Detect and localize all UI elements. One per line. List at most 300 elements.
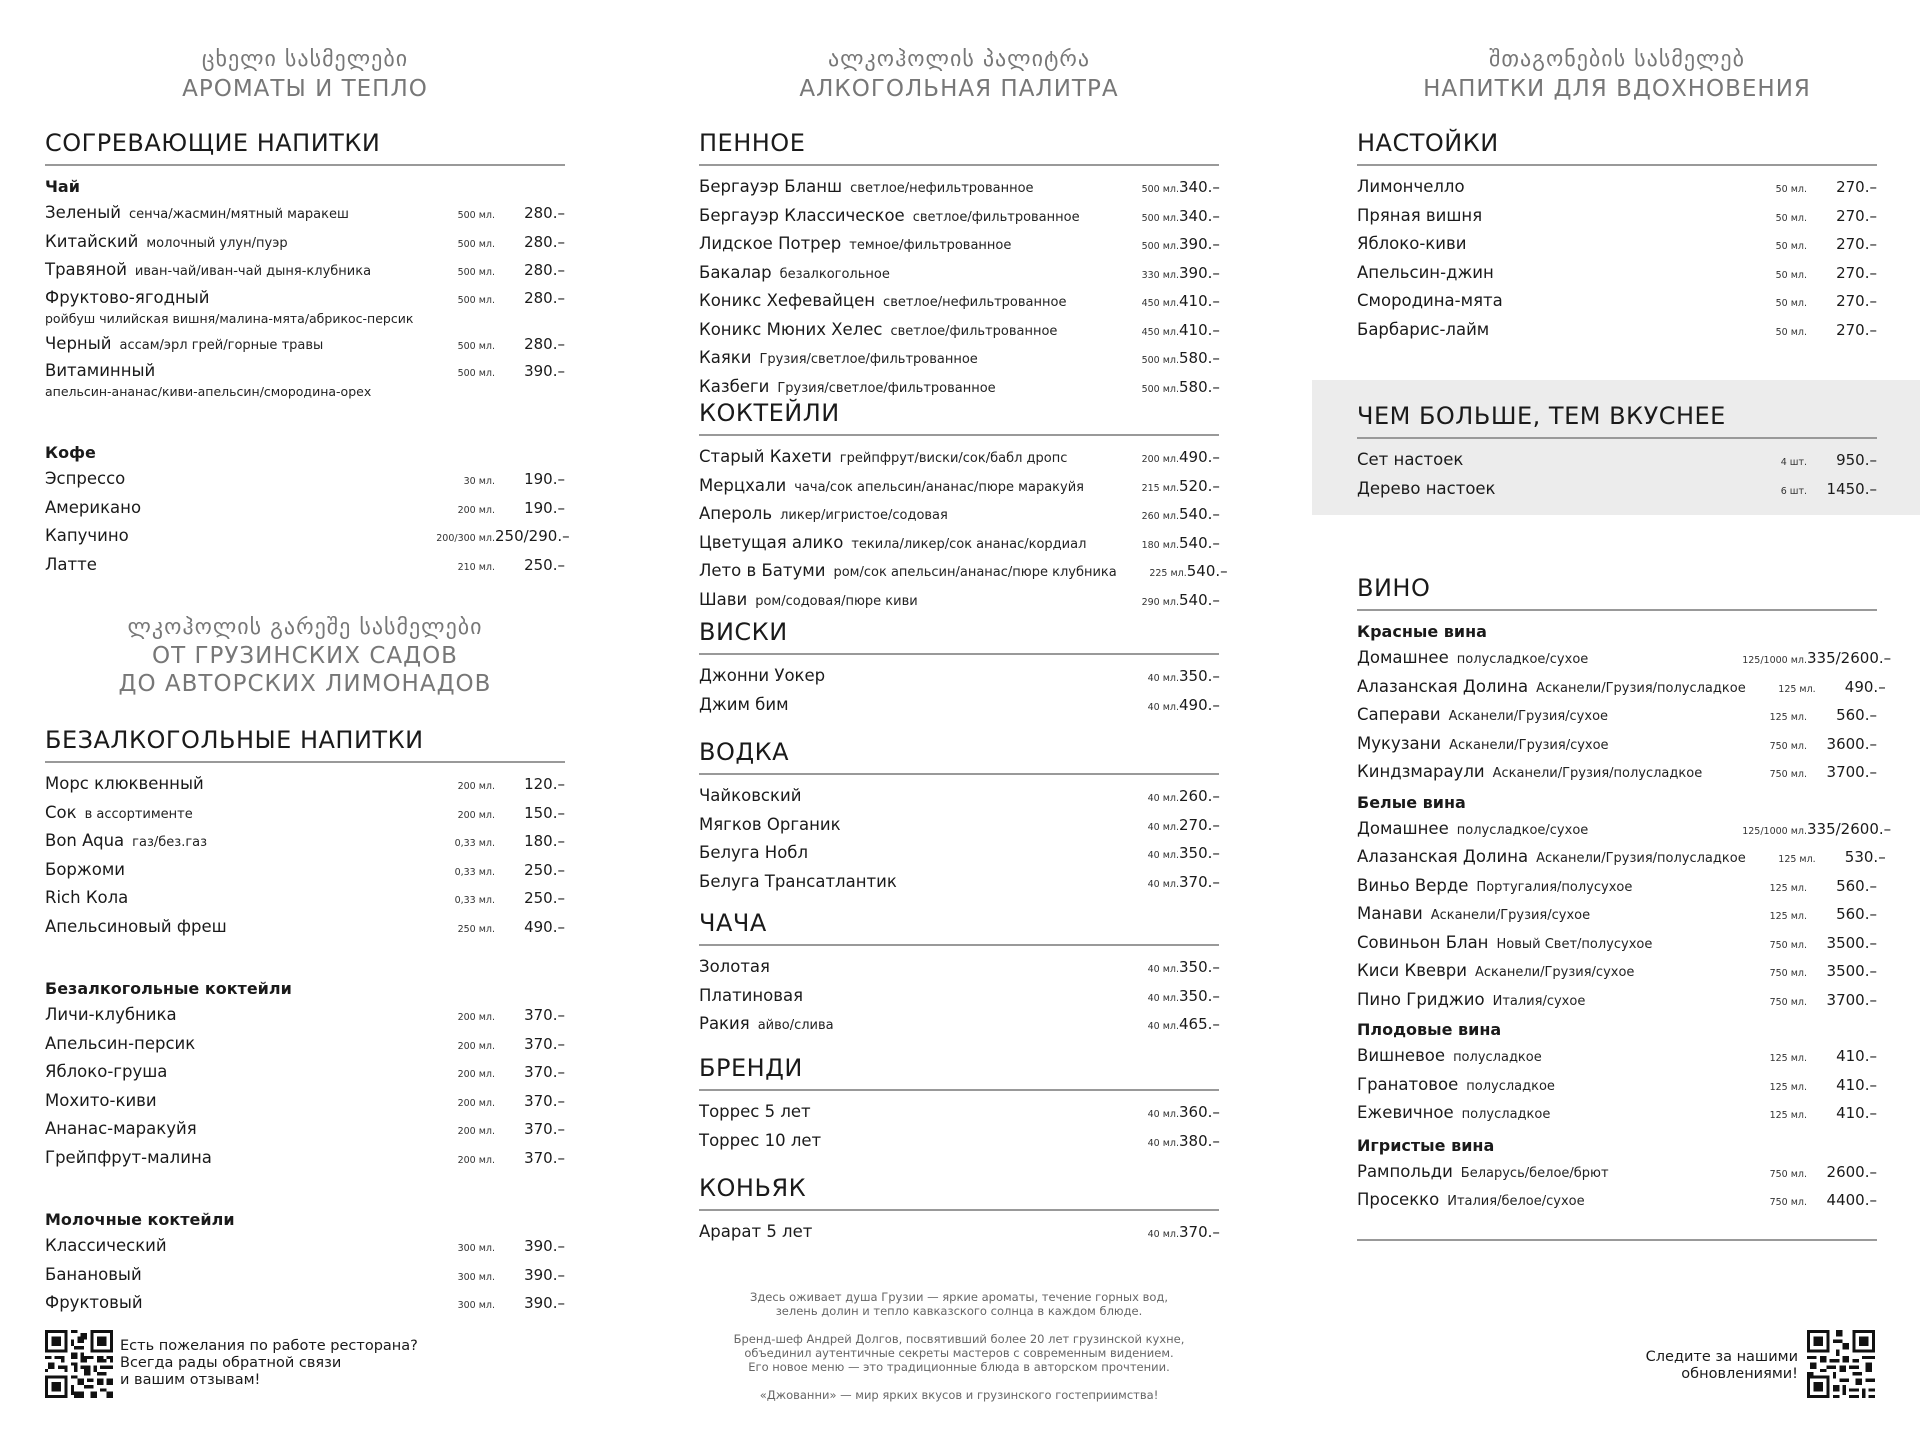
item-volume: 125/1000 мл. xyxy=(1742,655,1807,666)
item-description: айво/слива xyxy=(757,1018,834,1033)
menu-item xyxy=(1357,844,1886,873)
item-description: Асканели/Грузия/сухое xyxy=(1448,709,1609,724)
menu-item xyxy=(45,828,565,857)
section-title: БРЕНДИ xyxy=(699,1053,1219,1091)
item-price: 370.– xyxy=(524,1006,565,1024)
item-volume: 450 мл. xyxy=(1141,298,1179,309)
item-volume: 125 мл. xyxy=(1769,882,1807,894)
item-price: 390.– xyxy=(524,362,565,380)
menu-item xyxy=(45,552,565,581)
sparkling-wine-list xyxy=(1357,1159,1877,1216)
item-volume: 200 мл. xyxy=(457,504,495,516)
item-volume: 200 мл. xyxy=(457,1126,495,1137)
item-volume: 30 мл. xyxy=(463,476,495,487)
menu-item xyxy=(1357,1159,1877,1188)
menu-item xyxy=(45,1290,565,1319)
item-description: иван-чай/иван-чай дыня-клубника xyxy=(134,264,372,279)
item-volume: 300 мл. xyxy=(457,1271,495,1283)
item-name: Фруктовый xyxy=(45,1293,143,1312)
russian-heading: АЛКОГОЛЬНАЯ ПАЛИТРА xyxy=(799,76,1119,102)
item-name: Каяки xyxy=(699,348,752,367)
item-volume: 330 мл. xyxy=(1141,269,1179,281)
section-title: ПЕННОЕ xyxy=(699,128,1219,166)
item-volume: 500 мл. xyxy=(457,340,495,352)
item-volume: 500 мл. xyxy=(457,294,495,306)
item-price: 270.– xyxy=(1836,320,1877,339)
item-price: 410.– xyxy=(1179,292,1220,310)
item-name: Саперави xyxy=(1357,705,1441,724)
item-volume: 500 мл. xyxy=(457,368,495,379)
section-wine xyxy=(1357,573,1892,1216)
menu-item xyxy=(699,1128,1219,1157)
menu-item xyxy=(699,444,1219,473)
item-price: 250/290.– xyxy=(495,527,570,545)
item-volume: 500 мл. xyxy=(1141,184,1179,195)
item-name: Ракия xyxy=(699,1014,750,1033)
item-volume: 40 мл. xyxy=(1147,701,1179,713)
item-description: в ассортименте xyxy=(84,806,193,822)
item-name: Коникс Мюних Хелес xyxy=(699,319,883,339)
item-name: Домашнее xyxy=(1357,818,1449,838)
item-volume: 225 мл. xyxy=(1149,568,1187,579)
section-brandy xyxy=(699,1053,1219,1156)
item-price: 150.– xyxy=(524,803,565,822)
subsection-title: Игристые вина xyxy=(1357,1135,1495,1155)
section-title: БЕЗАЛКОГОЛЬНЫЕ НАПИТКИ xyxy=(45,725,565,763)
menu-item xyxy=(1357,674,1886,703)
item-name: Просекко xyxy=(1357,1190,1440,1209)
item-price: 3700.– xyxy=(1826,763,1877,781)
menu-item xyxy=(699,812,1219,841)
item-price: 580.– xyxy=(1179,377,1220,396)
item-volume: 450 мл. xyxy=(1141,326,1179,338)
item-description: светлое/фильтрованное xyxy=(890,323,1058,339)
item-price: 410.– xyxy=(1836,1075,1877,1094)
column-header xyxy=(1357,46,1877,104)
item-volume: 40 мл. xyxy=(1147,673,1179,684)
item-volume: 300 мл. xyxy=(457,1243,495,1254)
item-name: Арарат 5 лет xyxy=(699,1222,813,1241)
menu-item xyxy=(45,359,565,404)
item-volume: 500 мл. xyxy=(1141,212,1179,224)
menu-item xyxy=(1357,1187,1877,1216)
item-volume: 125 мл. xyxy=(1778,854,1816,865)
menu-item xyxy=(1357,901,1877,930)
item-volume: 125 мл. xyxy=(1769,911,1807,922)
item-description: полусладкое/сухое xyxy=(1456,652,1589,667)
section-beer xyxy=(699,128,1219,402)
item-volume: 200 мл. xyxy=(457,781,495,792)
item-description: Асканели/Грузия/сухое xyxy=(1449,737,1609,753)
item-price: 490.– xyxy=(1179,695,1220,714)
menu-item xyxy=(1357,231,1877,260)
item-volume: 750 мл. xyxy=(1769,939,1807,951)
item-volume: 210 мл. xyxy=(457,561,495,573)
menu-item xyxy=(699,231,1219,260)
section-chacha xyxy=(699,908,1219,1040)
item-volume: 125 мл. xyxy=(1769,1081,1807,1093)
item-description: Асканели/Грузия/полусладкое xyxy=(1492,766,1703,781)
item-name: Rich Кола xyxy=(45,888,129,907)
about-paragraph-1: Здесь оживает душа Грузии — яркие ароматы, течение горных вод, зелень долин и тепло кавказского солнца в каждом блюде. xyxy=(749,1290,1169,1318)
item-price: 1450.– xyxy=(1826,479,1877,498)
item-volume: 750 мл. xyxy=(1769,996,1807,1008)
item-volume: 40 мл. xyxy=(1147,793,1179,804)
item-price: 340.– xyxy=(1179,206,1220,225)
qr-code-feedback[interactable] xyxy=(45,1330,113,1398)
item-volume: 200 мл. xyxy=(457,1154,495,1166)
item-volume: 125 мл. xyxy=(1769,712,1807,723)
item-description: Грузия/светлое/фильтрованное xyxy=(777,380,996,396)
item-name: Алазанская Долина xyxy=(1357,847,1529,866)
subsection-title: Кофе xyxy=(45,443,96,462)
menu-item xyxy=(1357,476,1877,505)
subsection-title: Безалкогольные коктейли xyxy=(45,979,292,998)
section-sets xyxy=(1357,401,1877,504)
item-volume: 750 мл. xyxy=(1769,769,1807,780)
item-name: Торрес 10 лет xyxy=(699,1130,822,1150)
item-volume: 200 мл. xyxy=(457,1097,495,1109)
menu-item xyxy=(1357,1043,1877,1072)
menu-item xyxy=(45,885,565,914)
item-name: Капучино xyxy=(45,526,129,545)
item-name: Золотая xyxy=(699,957,770,976)
menu-item xyxy=(1357,987,1877,1016)
item-volume: 500 мл. xyxy=(1141,383,1179,395)
item-volume: 200 мл. xyxy=(1141,454,1179,465)
item-name: Апельсиновый фреш xyxy=(45,916,227,936)
menu-item xyxy=(1357,930,1877,959)
item-name: Апельсин-персик xyxy=(45,1033,196,1053)
menu-item xyxy=(45,857,565,886)
red-wine-list xyxy=(1357,645,1892,788)
fruit-wine-list xyxy=(1357,1043,1877,1129)
item-price: 120.– xyxy=(524,775,565,793)
item-volume: 40 мл. xyxy=(1147,878,1179,890)
item-volume: 50 мл. xyxy=(1775,326,1807,338)
item-name: Белуга Нобл xyxy=(699,843,809,862)
item-volume: 200/300 мл. xyxy=(436,533,495,544)
item-name: Смородина-мята xyxy=(1357,291,1503,310)
item-volume: 750 мл. xyxy=(1769,968,1807,979)
item-description: Асканели/Грузия/сухое xyxy=(1430,908,1591,923)
item-name: Вишневое xyxy=(1357,1046,1446,1065)
item-volume: 40 мл. xyxy=(1147,964,1179,975)
georgian-heading: ცხელი სასმელები xyxy=(201,47,409,72)
item-name: Bon Aqua xyxy=(45,831,125,850)
item-description: Беларусь/белое/брют xyxy=(1460,1165,1609,1181)
item-name: Яблоко-киви xyxy=(1357,234,1467,253)
item-name: Мягков Органик xyxy=(699,814,841,834)
section-title: ЧЕМ БОЛЬШЕ, ТЕМ ВКУСНЕЕ xyxy=(1357,401,1877,439)
menu-item xyxy=(45,914,565,943)
item-name: Алазанская Долина xyxy=(1357,676,1529,696)
item-description: Грузия/светлое/фильтрованное xyxy=(759,352,978,367)
item-name: Бакалар xyxy=(699,262,772,282)
item-volume: 50 мл. xyxy=(1775,298,1807,309)
item-name: Киси Квеври xyxy=(1357,961,1467,980)
divider xyxy=(1357,1239,1877,1241)
item-price: 540.– xyxy=(1179,533,1220,552)
about-paragraph-3: «Джованни» — мир ярких вкусов и грузинского гостеприимства! xyxy=(759,1388,1159,1402)
item-name: Дерево настоек xyxy=(1357,478,1496,498)
item-price: 4400.– xyxy=(1826,1191,1877,1209)
item-name: Ананас-маракуйя xyxy=(45,1119,197,1138)
item-description: грейпфрут/виски/сок/бабл дропс xyxy=(839,451,1068,466)
menu-item xyxy=(45,1031,565,1060)
item-price: 270.– xyxy=(1836,235,1877,253)
item-price: 190.– xyxy=(524,498,565,517)
section-whisky xyxy=(699,617,1219,720)
item-name: Витаминный xyxy=(45,361,156,380)
item-volume: 125 мл. xyxy=(1778,683,1816,695)
item-description: темное/фильтрованное xyxy=(849,238,1012,253)
menu-item xyxy=(699,1219,1219,1248)
item-name: Зеленый xyxy=(45,203,121,222)
section-soft-drinks xyxy=(45,725,565,1319)
item-price: 390.– xyxy=(1179,235,1220,253)
menu-item xyxy=(45,800,565,829)
menu-item xyxy=(699,587,1219,616)
item-volume: 50 мл. xyxy=(1775,212,1807,224)
item-description: текила/ликер/сок ананас/кордиал xyxy=(851,536,1087,552)
item-volume: 40 мл. xyxy=(1147,1137,1179,1149)
menu-item xyxy=(1357,288,1877,317)
menu-item xyxy=(699,288,1219,317)
item-price: 540.– xyxy=(1179,505,1220,523)
item-price: 280.– xyxy=(524,204,565,222)
item-price: 540.– xyxy=(1186,562,1228,580)
item-price: 280.– xyxy=(524,261,565,279)
menu-item xyxy=(45,1233,565,1262)
qr-code-icon xyxy=(45,1330,113,1398)
item-description: Италия/белое/сухое xyxy=(1447,1194,1585,1209)
item-price: 560.– xyxy=(1836,876,1877,895)
white-wine-list xyxy=(1357,816,1892,1016)
item-price: 335/2600.– xyxy=(1807,649,1892,667)
item-name: Совиньон Блан xyxy=(1357,932,1489,952)
menu-item xyxy=(1357,645,1892,674)
section-cognac xyxy=(699,1173,1219,1248)
item-name: Белуга Трансатлантик xyxy=(699,871,897,891)
russian-heading: ДО АВТОРСКИХ ЛИМОНАДОВ xyxy=(118,671,492,697)
cognac-list xyxy=(699,1219,1219,1248)
menu-item xyxy=(1357,958,1877,987)
item-volume: 300 мл. xyxy=(457,1300,495,1311)
sets-list xyxy=(1357,447,1877,504)
item-description: молочный улун/пуэр xyxy=(146,235,288,251)
item-price: 560.– xyxy=(1836,706,1877,724)
item-name: Виньо Верде xyxy=(1357,875,1469,895)
menu-item xyxy=(699,1099,1219,1128)
menu-item xyxy=(45,200,565,229)
item-price: 3500.– xyxy=(1826,933,1877,952)
item-price: 180.– xyxy=(524,832,565,850)
item-volume: 180 мл. xyxy=(1141,539,1179,551)
item-description: ром/содовая/пюре киви xyxy=(755,593,918,609)
item-name: Коникс Хефевайцен xyxy=(699,291,876,310)
menu-item xyxy=(1357,731,1877,760)
item-price: 490.– xyxy=(524,917,565,936)
menu-item xyxy=(699,954,1219,983)
item-volume: 200 мл. xyxy=(457,809,495,821)
item-price: 950.– xyxy=(1836,451,1877,469)
section-title: СОГРЕВАЮЩИЕ НАПИТКИ xyxy=(45,128,565,166)
item-price: 370.– xyxy=(524,1034,565,1053)
item-volume: 0,33 мл. xyxy=(454,895,495,906)
item-volume: 500 мл. xyxy=(457,267,495,278)
item-volume: 250 мл. xyxy=(457,923,495,935)
milkshakes-list xyxy=(45,1233,565,1319)
about-paragraph-2: Бренд-шеф Андрей Долгов, посвятивший более 20 лет грузинской кухне, объединил аутентичные секреты мастеров с современным видением. Его новое меню — это традиционные блюда в авторском прочтении. xyxy=(733,1332,1185,1374)
item-name: Лимончелло xyxy=(1357,177,1465,196)
item-name: Шави xyxy=(699,589,748,609)
item-price: 280.– xyxy=(524,334,565,353)
section-tinctures xyxy=(1357,128,1877,345)
subsection-title: Красные вина xyxy=(1357,622,1487,641)
item-price: 380.– xyxy=(1179,1131,1220,1150)
menu-item xyxy=(699,1011,1219,1040)
item-price: 280.– xyxy=(524,288,565,307)
feedback-caption: Есть пожелания по работе ресторана? Всегда рады обратной связи и вашим отзывам! xyxy=(120,1338,418,1388)
item-description: светлое/фильтрованное xyxy=(912,209,1080,225)
section-warm-drinks xyxy=(45,128,570,580)
russian-heading: АРОМАТЫ И ТЕПЛО xyxy=(182,76,428,102)
menu-item xyxy=(699,260,1219,289)
menu-item xyxy=(1357,816,1892,845)
item-price: 270.– xyxy=(1179,815,1220,834)
item-price: 370.– xyxy=(524,1063,565,1081)
item-name: Старый Кахети xyxy=(699,447,832,466)
item-price: 250.– xyxy=(524,555,565,574)
item-volume: 500 мл. xyxy=(1141,241,1179,252)
subsection-title: Плодовые вина xyxy=(1357,1020,1502,1039)
section-cocktails xyxy=(699,398,1228,615)
qr-code-updates[interactable] xyxy=(1807,1330,1875,1398)
chacha-list xyxy=(699,954,1219,1040)
item-name: Черный xyxy=(45,333,112,353)
item-name: Мукузани xyxy=(1357,733,1442,753)
item-price: 350.– xyxy=(1179,667,1220,685)
item-volume: 750 мл. xyxy=(1769,1197,1807,1208)
item-description: сенча/жасмин/мятный маракеш xyxy=(128,207,349,222)
menu-item xyxy=(45,771,565,800)
item-price: 250.– xyxy=(524,860,565,879)
russian-heading: НАПИТКИ ДЛЯ ВДОХНОВЕНИЯ xyxy=(1423,76,1811,102)
item-name: Платиновая xyxy=(699,985,804,1005)
menu-item xyxy=(699,840,1219,869)
menu-item xyxy=(45,523,570,552)
menu-item xyxy=(45,495,565,524)
item-price: 3700.– xyxy=(1826,990,1877,1009)
column-header xyxy=(699,46,1219,104)
item-volume: 40 мл. xyxy=(1147,850,1179,861)
item-name: Барбарис-лайм xyxy=(1357,319,1490,339)
follow-caption: Следите за нашими обновлениями! xyxy=(1645,1349,1798,1382)
item-name: Рампольди xyxy=(1357,1161,1453,1181)
item-price: 350.– xyxy=(1179,986,1220,1005)
item-description: ассам/эрл грей/горные травы xyxy=(119,337,324,353)
item-volume: 500 мл. xyxy=(457,238,495,250)
item-price: 2600.– xyxy=(1826,1162,1877,1181)
item-volume: 200 мл. xyxy=(457,1040,495,1052)
section-title: ЧАЧА xyxy=(699,908,1219,946)
item-description: Асканели/Грузия/сухое xyxy=(1475,965,1635,980)
menu-item xyxy=(699,501,1219,530)
item-name: Бергауэр Бланш xyxy=(699,177,843,196)
menu-item xyxy=(1357,447,1877,476)
item-price: 390.– xyxy=(524,1237,565,1255)
item-name: Чайковский xyxy=(699,786,802,805)
item-price: 270.– xyxy=(1836,263,1877,282)
subsection-title: Чай xyxy=(45,177,80,196)
item-price: 350.– xyxy=(1179,844,1220,862)
item-description: апельсин-ананас/киви-апельсин/смородина-орех xyxy=(45,384,372,399)
item-volume: 500 мл. xyxy=(1141,355,1179,366)
item-name: Джонни Уокер xyxy=(699,666,826,685)
item-price: 540.– xyxy=(1179,590,1220,609)
item-volume: 200 мл. xyxy=(457,1069,495,1080)
item-description: полусладкое/сухое xyxy=(1456,822,1589,838)
item-price: 370.– xyxy=(524,1148,565,1167)
item-price: 270.– xyxy=(1836,178,1877,196)
item-volume: 40 мл. xyxy=(1147,1109,1179,1120)
item-price: 490.– xyxy=(1844,677,1886,696)
menu-item xyxy=(1357,759,1877,788)
item-description: безалкогольное xyxy=(779,266,890,282)
item-price: 530.– xyxy=(1844,848,1886,866)
tinctures-list xyxy=(1357,174,1877,345)
item-name: Сет настоек xyxy=(1357,450,1464,469)
item-name: Цветущая алико xyxy=(699,532,844,552)
georgian-heading: ლკოჰოლის გარეშე სასმელები xyxy=(127,615,483,640)
item-description: полусладкое xyxy=(1466,1078,1555,1094)
item-price: 270.– xyxy=(1836,206,1877,225)
item-price: 260.– xyxy=(1179,787,1220,805)
item-name: Пино Гриджио xyxy=(1357,989,1485,1009)
menu-item xyxy=(699,663,1219,692)
item-volume: 6 шт. xyxy=(1780,485,1807,497)
item-description: чача/сок апельсин/ананас/пюре маракуйя xyxy=(794,479,1084,495)
item-price: 390.– xyxy=(1179,263,1220,282)
item-description: ликер/игристое/содовая xyxy=(780,508,948,523)
item-price: 370.– xyxy=(1179,872,1220,891)
menu-item xyxy=(45,1262,565,1291)
section-title: КОНЬЯК xyxy=(699,1173,1219,1211)
section-title: ВОДКА xyxy=(699,737,1219,775)
item-volume: 125 мл. xyxy=(1769,1053,1807,1064)
item-price: 465.– xyxy=(1179,1015,1220,1033)
menu-item xyxy=(699,783,1219,812)
menu-item xyxy=(45,1145,565,1174)
item-price: 335/2600.– xyxy=(1807,819,1892,838)
item-price: 370.– xyxy=(1179,1223,1220,1241)
menu-item xyxy=(45,257,565,286)
item-name: Фруктово-ягодный xyxy=(45,287,210,307)
item-price: 370.– xyxy=(524,1091,565,1110)
menu-item xyxy=(699,473,1219,502)
subsection-title: Белые вина xyxy=(1357,792,1466,812)
item-price: 340.– xyxy=(1179,178,1220,196)
item-name: Травяной xyxy=(45,260,127,279)
item-volume: 40 мл. xyxy=(1147,992,1179,1004)
soft-drinks-list xyxy=(45,771,565,942)
section-title: НАСТОЙКИ xyxy=(1357,128,1877,166)
item-price: 390.– xyxy=(524,1294,565,1312)
column-header xyxy=(45,46,565,104)
menu-item xyxy=(45,1059,565,1088)
georgian-heading: შთაგონების სასმელებ xyxy=(1489,47,1745,72)
